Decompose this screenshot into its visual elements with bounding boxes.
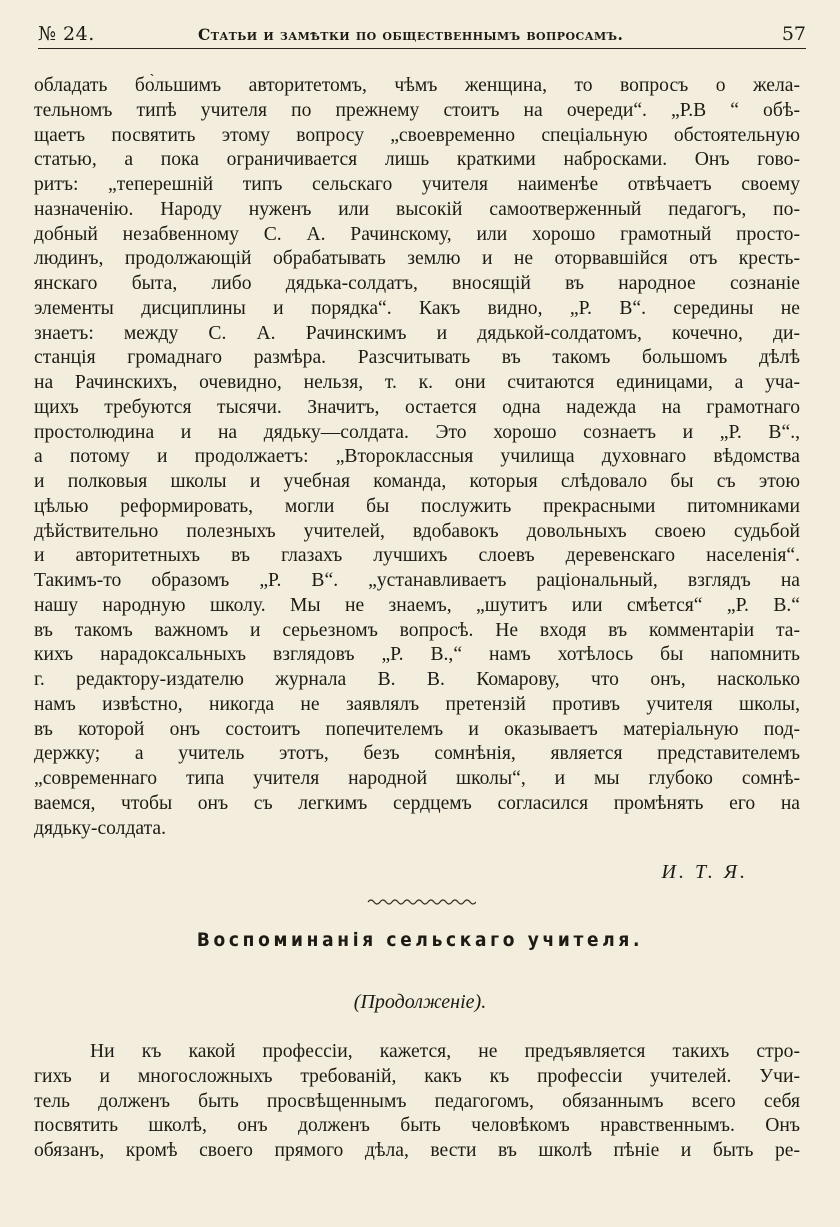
section-text	[34, 1040, 800, 1164]
text-line: намъ извѣстно, никогда не заявлялъ претензій противъ учителя школы,	[34, 693, 800, 715]
text-line: нашу народную школу. Мы не знаемъ, „шутитъ или смѣется“ „Р. В.“	[34, 594, 800, 616]
text-line: станція громаднаго размѣра. Разсчитывать въ такомъ большомъ дѣлѣ	[34, 347, 800, 369]
text-line: элементы дисциплины и порядка“. Какъ видно, „Р. В“. середины не	[34, 297, 800, 319]
section-subtitle: (Продолженіе).	[353, 991, 487, 1013]
header-title: Статьи и замѣтки по общественнымъ вопросамъ.	[198, 25, 624, 44]
text-line: въ такомъ важномъ и серьезномъ вопросѣ. Не входя въ комментаріи та-	[34, 619, 800, 641]
running-header	[38, 20, 806, 49]
section-title: Воспоминанія сельскаго учителя.	[196, 930, 644, 951]
text-line: держку; а учитель этотъ, безъ сомнѣнія, является представителемъ	[34, 743, 800, 765]
article-text	[34, 74, 800, 841]
text-line: янскаго быта, либо дядька-солдатъ, вносящій въ народное сознаніе	[34, 273, 800, 294]
text-line: ваемся, чтобы онъ съ легкимъ сердцемъ согласился промѣнять его на	[34, 792, 800, 814]
issue-number: № 24.	[38, 23, 95, 45]
text-line: людинъ, продолжающій обрабатывать землю и не оторвавшійся отъ кресть-	[34, 248, 800, 270]
text-line: и авторитетныхъ въ глазахъ лучшихъ слоевъ деревенскаго населенія“.	[34, 545, 800, 567]
text-line: обязанъ, кромѣ своего прямого дѣла, вести въ школѣ пѣніе и быть ре-	[34, 1140, 800, 1161]
text-line: гихъ и многосложныхъ требованій, какъ къ профессіи учителей. Учи-	[34, 1065, 800, 1087]
text-line: назначенію. Народу нуженъ или высокій самоотверженный педагогъ, по-	[34, 198, 800, 220]
text-line: знаетъ: между С. А. Рачинскимъ и дядькой-солдатомъ, кочечно, ди-	[34, 322, 800, 344]
text-line: дѣйствительно полезныхъ учителей, вдобавокъ довольныхъ своею судьбой	[34, 520, 800, 542]
text-line: добный незабвенному С. А. Рачинскому, или хорошо грамотный просто-	[34, 223, 800, 245]
text-line: обладать бо̀льшимъ авторитетомъ, чѣмъ женщина, то вопросъ о жела-	[34, 75, 800, 96]
text-line: посвятить школѣ, онъ долженъ быть человѣкомъ нравственнымъ. Онъ	[34, 1115, 800, 1137]
text-line: „современнаго типа учителя народной школы“, и мы глубоко сомнѣ-	[34, 768, 800, 789]
text-line: тель долженъ быть просвѣщеннымъ педагогомъ, обязаннымъ всего себя	[34, 1090, 800, 1112]
text-line: тельномъ типѣ учителя по прежнему стоитъ на очереди“. „Р.В “ обѣ-	[34, 99, 800, 121]
text-line: щихъ требуются тысячи. Значитъ, остается одна надежда на грамотнаго	[34, 396, 800, 418]
text-line: дядьку-солдата.	[34, 817, 167, 839]
text-line: а потому и продолжаетъ: „Второклассныя училища духовнаго вѣдомства	[34, 446, 800, 468]
text-line: простолюдина и на дядьку—солдата. Это хорошо сознаетъ и „Р. В“.,	[34, 421, 800, 443]
author-signature: И. Т. Я.	[661, 861, 748, 883]
text-line: кихъ нарадоксальныхъ взглядовъ „Р. В.,“ намъ хотѣлось бы напомнить	[34, 644, 800, 666]
text-line: Такимъ-то образомъ „Р. В“. „устанавливаетъ раціональный, взглядъ на	[34, 570, 800, 591]
text-line: г. редактору-издателю журнала В. В. Комарову, что онъ, насколько	[34, 669, 800, 690]
text-line: статью, а пока ограничивается лишь краткими набросками. Онъ гово-	[34, 149, 800, 171]
text-line: цѣлью реформировать, могли бы послужить прекрасными питомниками	[34, 495, 800, 517]
text-line: въ которой онъ состоитъ попечителемъ и оказываетъ матеріальную под-	[34, 718, 800, 740]
page-number: 57	[781, 23, 806, 45]
text-line: и полковыя школы и учебная команда, которыя слѣдовало бы съ этою	[34, 471, 800, 492]
text-line: на Рачинскихъ, очевидно, нельзя, т. к. они считаются единицами, а уча-	[34, 372, 800, 393]
text-line: Ни къ какой профессіи, кажется, не предъявляется такихъ стро-	[90, 1041, 800, 1062]
wavy-separator	[366, 896, 476, 906]
text-line: щаетъ посвятить этому вопросу „своевременно спеціальную обстоятельную	[34, 124, 800, 146]
text-line: ритъ: „теперешній типъ сельскаго учителя наименѣе отвѣчаетъ своему	[34, 174, 800, 195]
